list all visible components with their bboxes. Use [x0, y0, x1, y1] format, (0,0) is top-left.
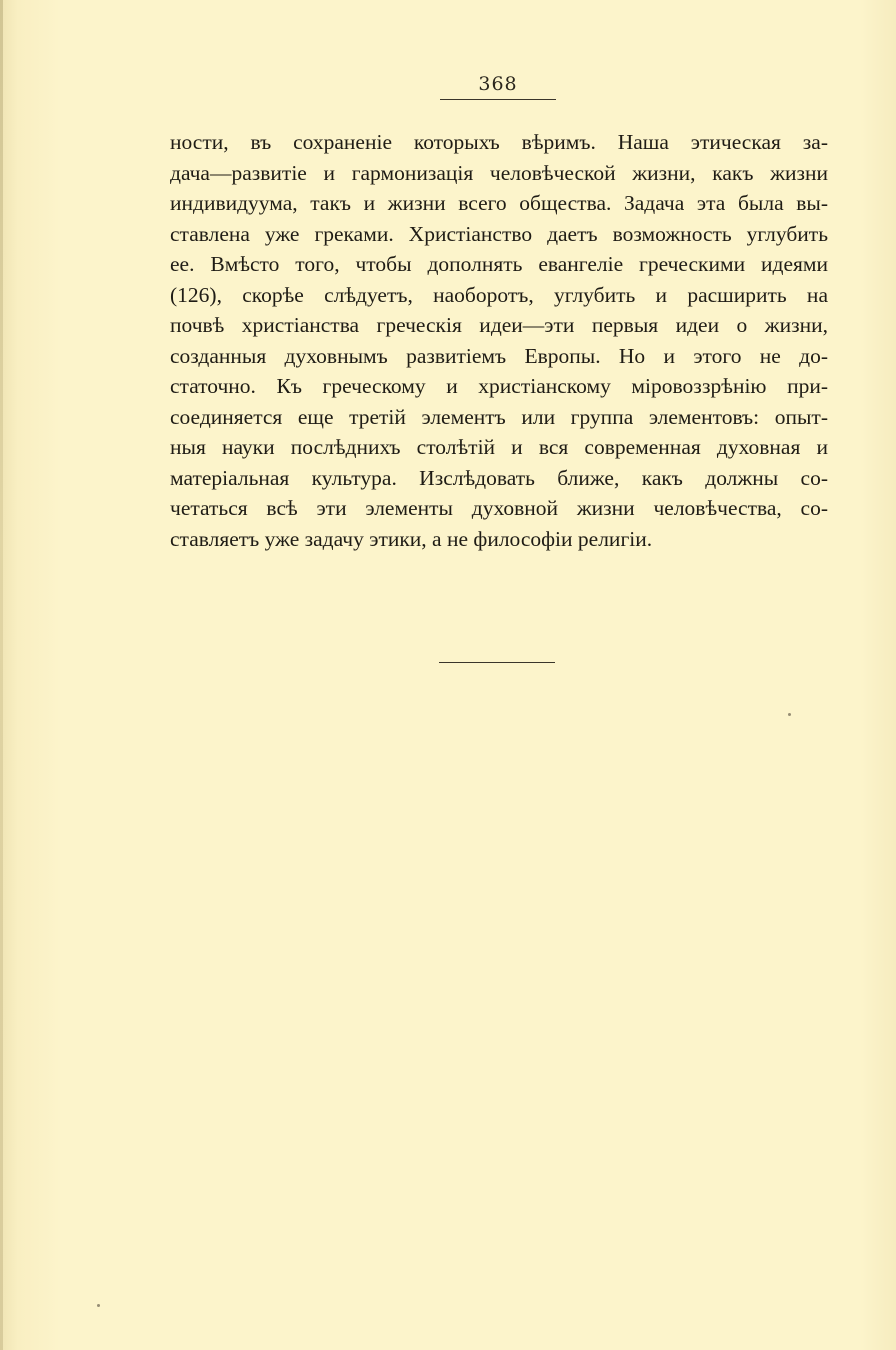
page-number: 368 — [478, 73, 518, 95]
text-line: соединяется еще третій элементъ или группа элементовъ: опыт- — [170, 404, 828, 429]
text-line: почвѣ христіанства греческія идеи—эти первыя идеи о жизни, — [170, 313, 828, 337]
text-line: четаться всѣ эти элементы духовной жизни человѣчества, со- — [170, 496, 828, 520]
text-line: статочно. Къ греческому и христіанскому міровоззрѣнію при- — [170, 374, 828, 398]
text-line: индивидуума, такъ и жизни всего общества. Задача эта была вы- — [170, 191, 828, 215]
text-line: ставлена уже греками. Христіанство даетъ возможность углубить — [170, 221, 828, 246]
header-rule — [440, 99, 556, 100]
paper-speck — [97, 1304, 100, 1307]
text-line-last: ставляетъ уже задачу этики, а не философіи религіи. — [170, 526, 653, 551]
text-line: созданныя духовнымъ развитіемъ Европы. Но и этого не до- — [170, 343, 828, 368]
text-line: дача—развитіе и гармонизація человѣческой жизни, какъ жизни — [170, 160, 828, 185]
text-line: ее. Вмѣсто того, чтобы дополнять евангеліе греческими идеями — [170, 252, 828, 276]
text-line: матеріальная культура. Изслѣдовать ближе, какъ должны со- — [170, 465, 828, 490]
paper-speck — [788, 713, 791, 716]
section-end-rule — [439, 662, 555, 663]
page-binding-edge — [0, 0, 3, 1350]
body-paragraph — [170, 127, 828, 554]
text-line: ности, въ сохраненіе которыхъ вѣримъ. Наша этическая за- — [170, 130, 828, 154]
text-line: (126), скорѣе слѣдуетъ, наоборотъ, углубить и расширить на — [170, 282, 828, 307]
text-line: ныя науки послѣднихъ столѣтій и вся современная духовная и — [170, 435, 828, 459]
